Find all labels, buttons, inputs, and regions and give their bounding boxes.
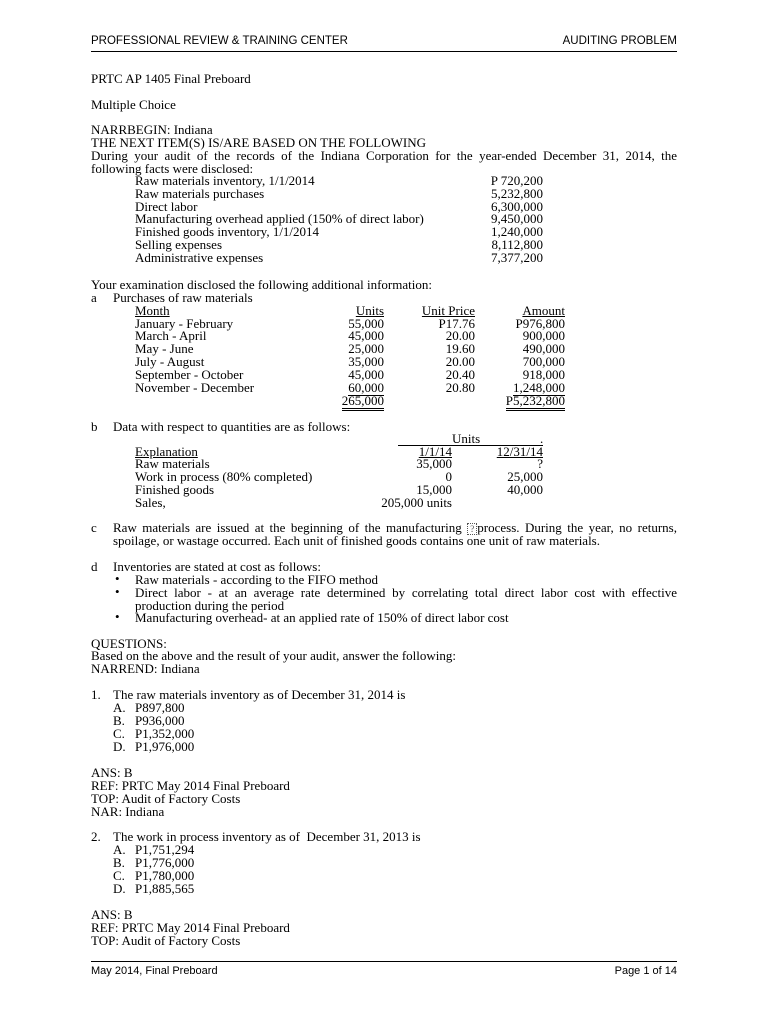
section-b-title: Data with respect to quantities are as follows: [113, 419, 351, 434]
section-b-letter: b [91, 419, 98, 434]
table-cell-amount: 900,000 [522, 328, 565, 343]
fact-label: Raw materials inventory, 1/1/2014 [135, 173, 315, 188]
document-title: PRTC AP 1405 Final Preboard [91, 71, 251, 86]
section-a-title: Purchases of raw materials [113, 290, 253, 305]
option-letter: A. [113, 842, 126, 857]
fact-label: Raw materials purchases [135, 186, 265, 201]
option-text: P1,976,000 [135, 739, 195, 754]
table-cell-units: 35,000 [348, 354, 384, 369]
option-text: P1,751,294 [135, 842, 195, 857]
option-letter: A. [113, 700, 126, 715]
table-cell-qty1: 0 [445, 469, 452, 484]
section-type: Multiple Choice [91, 97, 176, 112]
fact-value: 8,112,800 [491, 237, 543, 252]
answer: ANS: B [91, 907, 133, 922]
question-number: 2. [91, 829, 101, 844]
total-units [300, 395, 384, 408]
table-cell-month: September - October [135, 367, 244, 382]
table-cell-units: 45,000 [348, 328, 384, 343]
reference: REF: PRTC May 2014 Final Preboard [91, 920, 290, 935]
header-right: AUDITING PROBLEM [562, 35, 677, 47]
bullet-icon: • [115, 571, 120, 586]
section-c-part1: Raw materials are issued at the beginning of the manufacturing [113, 520, 462, 535]
bullet-text: Raw materials - according to the FIFO method [135, 572, 378, 587]
total-amount [480, 395, 565, 408]
table-cell-month: March - April [135, 328, 207, 343]
table-cell-price: 19.60 [445, 341, 475, 356]
table-cell-qty1: 15,000 [416, 482, 452, 497]
option-text: P897,800 [135, 700, 185, 715]
fact-label: Administrative expenses [135, 250, 264, 265]
table-cell-qty1: 205,000 units [381, 495, 452, 510]
section-c-text [113, 522, 677, 548]
section-a-letter: a [91, 290, 97, 305]
table-cell-qty1: 35,000 [416, 456, 452, 471]
narr-begin: NARRBEGIN: Indiana [91, 122, 213, 137]
questions-heading: QUESTIONS: [91, 636, 167, 651]
additional-info: Your examination disclosed the following additional information: [91, 277, 432, 292]
bullet-text: Direct labor - at an average rate determined by correlating total direct labor cost with effective production during the period [135, 585, 677, 613]
narrative: NAR: Indiana [91, 804, 165, 819]
table-cell-month: May - June [135, 341, 194, 356]
section-c-letter: c [91, 520, 97, 535]
table-cell-price: 20.00 [445, 328, 475, 343]
col-header-explanation: Explanation [135, 444, 198, 459]
reference: REF: PRTC May 2014 Final Preboard [91, 778, 290, 793]
topic: TOP: Audit of Factory Costs [91, 791, 241, 806]
header-left: PROFESSIONAL REVIEW & TRAINING CENTER [91, 35, 348, 47]
fact-label: Finished goods inventory, 1/1/2014 [135, 224, 320, 239]
table-cell-units: 55,000 [348, 316, 384, 331]
section-d-letter: d [91, 559, 98, 574]
table-cell-units: 25,000 [348, 341, 384, 356]
option-text: P1,780,000 [135, 868, 195, 883]
table-cell-month: November - December [135, 380, 255, 395]
table-cell-units: 45,000 [348, 367, 384, 382]
section-c-part2: process. During the year, no returns, spoilage, or wastage occurred. Each unit of finished goods contains one unit of raw materials. [113, 520, 677, 548]
questions-intro: Based on the above and the result of your audit, answer the following: [91, 648, 456, 663]
units-last-value: 60,000 [348, 380, 384, 395]
topic: TOP: Audit of Factory Costs [91, 933, 241, 948]
page-number: Page 1 of 14 [614, 965, 677, 977]
table-cell-label: Finished goods [135, 482, 215, 497]
narr-end: NARREND: Indiana [91, 661, 200, 676]
option-text: P1,885,565 [135, 881, 195, 896]
option-letter: B. [113, 855, 125, 870]
option-letter: D. [113, 881, 126, 896]
bullet-text: Manufacturing overhead- at an applied rate of 150% of direct labor cost [135, 610, 509, 625]
fact-value: P 720,200 [490, 173, 543, 188]
col-header-units: Units [355, 303, 384, 318]
question-text: The work in process inventory as of December 31, 2013 is [113, 829, 421, 844]
table-cell-qty2: ? [537, 456, 543, 471]
table-cell-label: Work in process (80% completed) [135, 469, 313, 484]
option-letter: D. [113, 739, 126, 754]
bullet-icon: • [115, 609, 120, 624]
units-header-mark: . [540, 431, 544, 446]
intro-paragraph: During your audit of the records of the Indiana Corporation for the year-ended December 31, 2014, the following facts were disclosed: [91, 148, 677, 176]
table-cell-label: Sales, [135, 495, 166, 510]
table-cell-price: P17.76 [438, 316, 475, 331]
table-cell-amount: 490,000 [522, 341, 565, 356]
fact-label: Direct labor [135, 199, 198, 214]
table-cell-amount: 918,000 [522, 367, 565, 382]
table-cell-price: 20.40 [445, 367, 475, 382]
table-cell-month: January - February [135, 316, 234, 331]
total-amount-value: P5,232,800 [506, 393, 565, 411]
table-cell-price: 20.80 [445, 380, 475, 395]
fact-value: 9,450,000 [491, 211, 543, 226]
col-header-amount: Amount [522, 303, 565, 318]
option-text: P1,776,000 [135, 855, 195, 870]
next-items-heading: THE NEXT ITEM(S) IS/ARE BASED ON THE FOLLOWING [91, 135, 426, 150]
page-header [91, 34, 677, 52]
option-letter: B. [113, 713, 125, 728]
bullet-icon: • [115, 584, 120, 599]
fact-label: Manufacturing overhead applied (150% of direct labor) [135, 211, 424, 226]
option-letter: C. [113, 726, 125, 741]
question-number: 1. [91, 687, 101, 702]
table-cell-qty2: 40,000 [507, 482, 543, 497]
table-cell-label: Raw materials [135, 456, 210, 471]
footer-left: May 2014, Final Preboard [91, 965, 218, 977]
total-units-value: 265,000 [342, 393, 384, 411]
col-header-date2: 12/31/14 [496, 444, 543, 459]
table-cell-amount: P976,800 [515, 316, 565, 331]
option-text: P936,000 [135, 713, 185, 728]
units-header: Units [452, 431, 481, 446]
fact-label: Selling expenses [135, 237, 223, 252]
table-cell-price: 20.00 [445, 354, 475, 369]
table-cell-qty2: 25,000 [507, 469, 543, 484]
fact-value: 6,300,000 [491, 199, 543, 214]
option-text: P1,352,000 [135, 726, 195, 741]
page-footer [91, 961, 677, 978]
question-text: The raw materials inventory as of December 31, 2014 is [113, 687, 406, 702]
table-cell-amount: 700,000 [522, 354, 565, 369]
garbled-glyph-icon: ? [467, 523, 477, 535]
fact-value: 5,232,800 [491, 186, 543, 201]
answer: ANS: B [91, 765, 133, 780]
table-cell-month: July - August [135, 354, 205, 369]
col-header-date1: 1/1/14 [418, 444, 452, 459]
col-header-month: Month [135, 303, 170, 318]
fact-value: 1,240,000 [491, 224, 543, 239]
amount-last-value: 1,248,000 [513, 380, 565, 395]
section-d-title: Inventories are stated at cost as follows: [113, 559, 321, 574]
col-header-unit-price: Unit Price [421, 303, 475, 318]
option-letter: C. [113, 868, 125, 883]
fact-value: 7,377,200 [491, 250, 543, 265]
